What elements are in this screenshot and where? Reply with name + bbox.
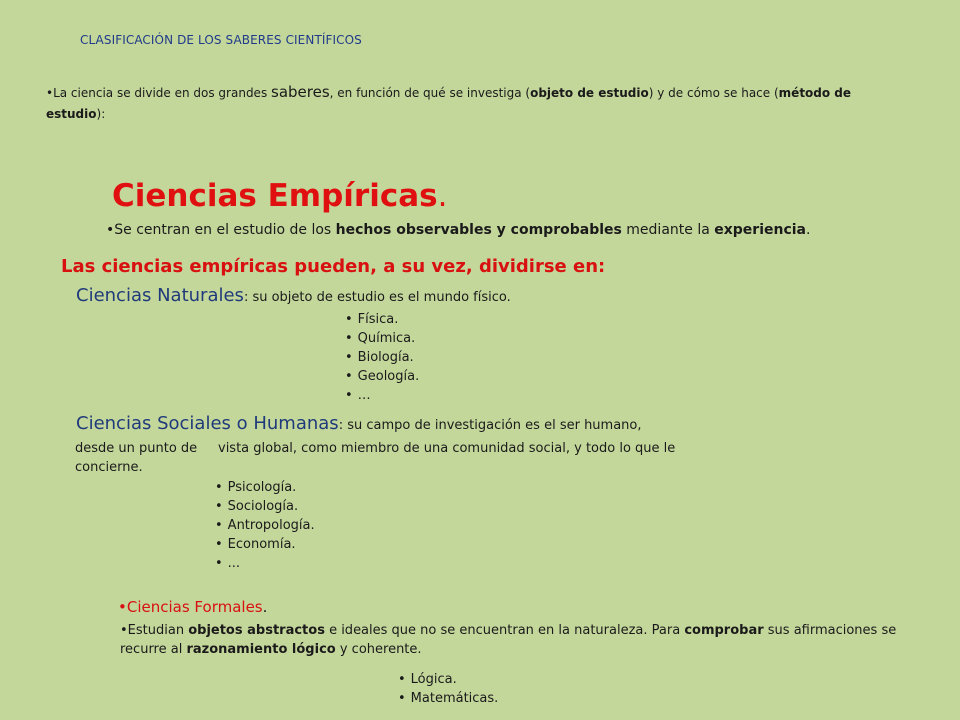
- formales-heading-text: Ciencias Formales: [126, 598, 263, 616]
- empiricas-description: [106, 222, 810, 238]
- intro-text-3: ) y de cómo se hace (: [648, 86, 779, 100]
- formales-text-2: e ideales que no se encuentran en la naturaleza. Para: [324, 623, 685, 638]
- formales-heading-dot: .: [262, 598, 268, 616]
- list-item: • ...: [215, 554, 315, 573]
- intro-metodo: método de estudio: [46, 86, 852, 121]
- formales-description: [120, 621, 900, 659]
- empiricas-text-1: Se centran en el estudio de los: [114, 222, 336, 238]
- list-item: • Antropología.: [215, 516, 315, 535]
- sociales-desc-3: concierne.: [75, 460, 143, 475]
- list-item: • Biología.: [345, 348, 419, 367]
- list-item: • Física.: [345, 310, 419, 329]
- intro-saberes: saberes: [271, 83, 330, 101]
- list-item: • Lógica.: [398, 670, 498, 689]
- formales-heading: [118, 598, 267, 616]
- empiricas-bold-2: experiencia: [714, 222, 807, 238]
- formales-bold-3: razonamiento lógico: [186, 642, 336, 657]
- bullet-icon: •: [120, 623, 128, 638]
- empiricas-bold-1: hechos observables y comprobables: [335, 222, 622, 238]
- formales-text-3: sus afirmaciones se recurre al: [120, 623, 897, 657]
- list-item: • …: [345, 386, 419, 405]
- formales-bold-1: objetos abstractos: [188, 623, 325, 638]
- subdivision-heading: Las ciencias empíricas pueden, a su vez, dividirse en:: [61, 256, 606, 277]
- bullet-icon: •: [46, 86, 54, 100]
- empiricas-heading-dot: .: [437, 178, 448, 214]
- intro-text-1: La ciencia se divide en dos grandes: [53, 86, 272, 100]
- empiricas-heading: [112, 178, 447, 214]
- sociales-line: [76, 413, 642, 434]
- list-item: • Matemáticas.: [398, 689, 498, 708]
- bullet-icon: •: [106, 222, 115, 238]
- sociales-desc-2a: desde un punto de: [75, 441, 198, 456]
- sociales-heading: Ciencias Sociales o Humanas: [76, 413, 339, 434]
- formales-bold-2: comprobar: [684, 623, 764, 638]
- formales-text-1: Estudian: [127, 623, 189, 638]
- formales-list: [398, 670, 498, 708]
- list-item: • Economía.: [215, 535, 315, 554]
- naturales-line: [76, 285, 511, 306]
- empiricas-heading-text: Ciencias Empíricas: [112, 178, 438, 214]
- list-item: • Química.: [345, 329, 419, 348]
- intro-text-4: ):: [96, 107, 106, 121]
- intro-objeto: objeto de estudio: [530, 86, 649, 100]
- sociales-desc-1: : su campo de investigación es el ser humano,: [338, 418, 642, 433]
- naturales-heading: Ciencias Naturales: [76, 285, 244, 306]
- naturales-list: [345, 310, 419, 405]
- bullet-icon: •: [118, 598, 127, 616]
- empiricas-text-3: .: [806, 222, 811, 238]
- sociales-desc-2b: vista global, como miembro de una comunidad social, y todo lo que le: [218, 441, 676, 456]
- formales-text-4: y coherente.: [335, 642, 422, 657]
- empiricas-text-2: mediante la: [621, 222, 715, 238]
- sociales-list: [215, 478, 315, 573]
- list-item: • Geología.: [345, 367, 419, 386]
- list-item: • Sociología.: [215, 497, 315, 516]
- list-item: • Psicología.: [215, 478, 315, 497]
- naturales-desc: : su objeto de estudio es el mundo físico.: [243, 290, 511, 305]
- page-title: CLASIFICACIÓN DE LOS SABERES CIENTÍFICOS: [80, 33, 362, 47]
- intro-paragraph: [46, 82, 906, 125]
- intro-text-2: , en función de qué se investiga (: [329, 86, 531, 100]
